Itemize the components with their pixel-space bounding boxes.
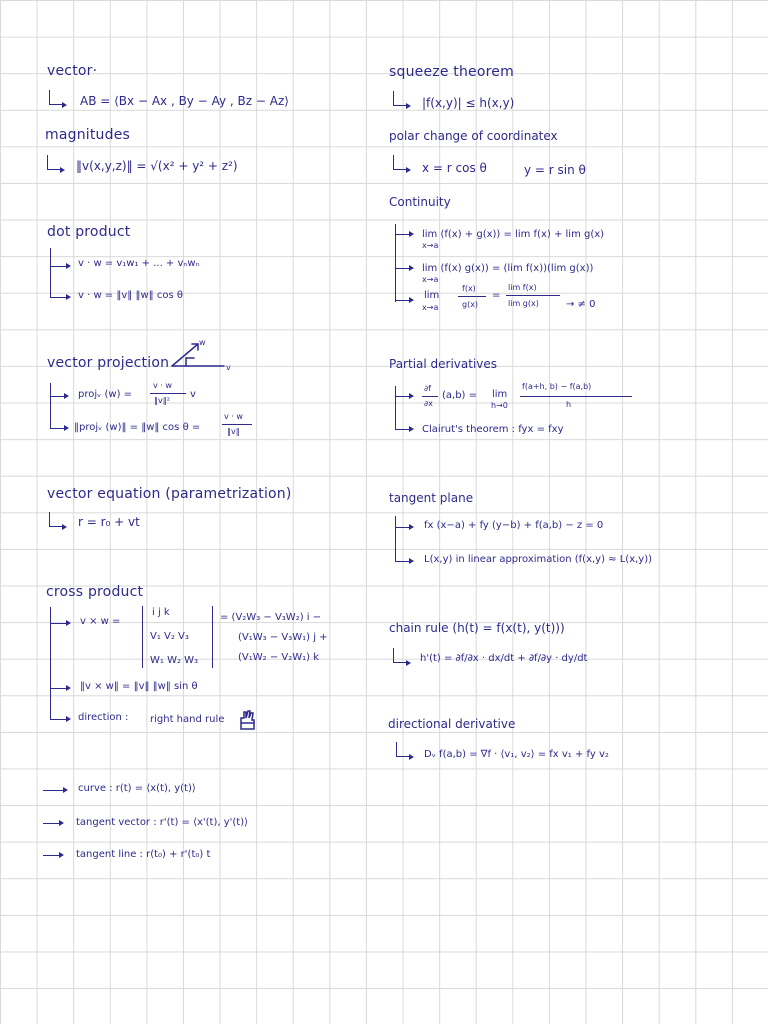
continuity-right-bar bbox=[506, 295, 560, 296]
arrow-dot-2 bbox=[50, 297, 66, 298]
arrow-tangent-line bbox=[43, 855, 59, 856]
continuity-right-num: lim f(x) bbox=[508, 283, 537, 292]
continuity-sub-3: x→a bbox=[422, 303, 439, 312]
continuity-quotient-num: f(x) bbox=[462, 284, 476, 293]
arrow-vector bbox=[49, 90, 62, 105]
arrow-tangent-vector bbox=[43, 823, 59, 824]
heading-tangent-plane: tangent plane bbox=[389, 491, 474, 505]
heading-continuity: Continuity bbox=[389, 195, 451, 209]
magnitude-formula: ‖v(x,y,z)‖ = √(x² + y² + z²) bbox=[76, 159, 238, 173]
arrow-cross-2 bbox=[50, 688, 66, 689]
proj-norm-den: ‖v‖ bbox=[227, 427, 240, 436]
cross-lhs: v × w = bbox=[80, 616, 121, 627]
arrow-cross-1 bbox=[50, 623, 66, 624]
tangent-line-definition: tangent line : r(t₀) + r'(t₀) t bbox=[76, 849, 211, 860]
continuity-equals: = bbox=[492, 290, 501, 301]
bracket-tangent-plane bbox=[395, 516, 396, 562]
polar-y: y = r sin θ bbox=[524, 163, 586, 177]
determinant-left-bar bbox=[142, 606, 143, 668]
proj-norm-lhs: ‖projᵥ (w)‖ = ‖w‖ cos θ = bbox=[74, 422, 201, 433]
partial-lhs: (a,b) = bbox=[442, 390, 478, 401]
partial-rhs-num: f(a+h, b) − f(a,b) bbox=[522, 382, 592, 391]
arrow-continuity-2 bbox=[395, 268, 409, 269]
arrow-magnitudes bbox=[47, 155, 60, 170]
partial-lim-sub: h→0 bbox=[491, 401, 508, 410]
heading-vector-projection: vector projection bbox=[47, 355, 170, 371]
proj-fraction-bar bbox=[150, 393, 186, 394]
cross-result-3: (V₁W₂ − V₂W₁) k bbox=[238, 652, 320, 663]
projection-v-label: v bbox=[226, 363, 231, 372]
heading-cross-product: cross product bbox=[46, 584, 144, 600]
arrow-continuity-1 bbox=[395, 234, 409, 235]
arrow-proj-1 bbox=[50, 396, 64, 397]
arrow-partial-1 bbox=[395, 396, 409, 397]
determinant-row-1: i j k bbox=[152, 607, 170, 618]
heading-directional-derivative: directional derivative bbox=[388, 717, 516, 731]
tangent-vector-definition: tangent vector : r'(t) = ⟨x'(t), y'(t)⟩ bbox=[76, 817, 249, 828]
determinant-row-2: V₁ V₂ V₃ bbox=[150, 631, 189, 642]
partial-df-bar bbox=[422, 396, 438, 397]
determinant-row-3: W₁ W₂ W₃ bbox=[150, 655, 199, 666]
heading-vector-equation: vector equation (parametrization) bbox=[47, 486, 292, 502]
arrow-continuity-3 bbox=[395, 300, 409, 301]
dot-product-cos: v · w = ‖v‖ ‖w‖ cos θ bbox=[78, 290, 183, 301]
vector-formula: AB = ⟨Bx − Ax , By − Ay , Bz − Az⟩ bbox=[80, 94, 289, 108]
hand-icon bbox=[238, 709, 256, 731]
arrow-cross-3 bbox=[50, 719, 66, 720]
proj-den: ‖v‖² bbox=[154, 396, 170, 405]
heading-polar: polar change of coordinatex bbox=[389, 129, 558, 143]
clairaut-theorem: Clairut's theorem : fyx = fxy bbox=[422, 424, 564, 435]
arrow-polar bbox=[393, 155, 406, 170]
continuity-quotient-lim: lim bbox=[424, 290, 440, 301]
heading-partial-derivatives: Partial derivatives bbox=[389, 357, 498, 371]
bracket-continuity bbox=[395, 224, 396, 302]
directional-derivative-formula: Dᵥ f(a,b) = ∇f · ⟨v₁, v₂⟩ = fx v₁ + fy v₂ bbox=[424, 749, 609, 760]
tangent-plane-equation: fx (x−a) + fy (y−b) + f(a,b) − z = 0 bbox=[424, 520, 604, 531]
arrow-vector-equation bbox=[49, 512, 62, 527]
bracket-projection bbox=[50, 383, 51, 429]
bracket-partial bbox=[395, 386, 396, 430]
continuity-quotient-bar bbox=[458, 296, 486, 297]
determinant-right-bar bbox=[212, 606, 213, 668]
cross-result-2: (V₁W₃ − V₃W₁) j + bbox=[238, 632, 328, 643]
heading-magnitudes: magnitudes bbox=[45, 127, 131, 143]
linear-approximation: L(x,y) in linear approximation (f(x,y) ≈ L(x,y)) bbox=[424, 554, 653, 565]
continuity-sub-2: x→a bbox=[422, 275, 439, 284]
partial-lim: lim bbox=[492, 389, 508, 400]
cross-direction-label: direction : bbox=[78, 712, 129, 723]
proj-num: v · w bbox=[153, 381, 172, 390]
partial-rhs-bar bbox=[520, 396, 632, 397]
arrow-squeeze bbox=[393, 91, 406, 106]
heading-dot-product: dot product bbox=[47, 224, 131, 240]
arrow-curve bbox=[43, 790, 63, 791]
cross-result-1: = (V₂W₃ − V₃W₂) i − bbox=[220, 612, 322, 623]
heading-vector: vector· bbox=[47, 63, 98, 79]
arrow-tangent-plane-1 bbox=[395, 527, 409, 528]
continuity-right-den: lim g(x) bbox=[508, 299, 539, 308]
arrow-partial-2 bbox=[395, 429, 409, 430]
continuity-sum: lim (f(x) + g(x)) = lim f(x) + lim g(x) bbox=[422, 229, 605, 240]
arrow-proj-2 bbox=[50, 428, 64, 429]
arrow-tangent-plane-2 bbox=[395, 561, 409, 562]
squeeze-formula: |f(x,y)| ≤ h(x,y) bbox=[422, 96, 515, 110]
cross-magnitude: ‖v × w‖ = ‖v‖ ‖w‖ sin θ bbox=[80, 681, 198, 692]
arrow-chain-rule bbox=[393, 648, 406, 663]
cross-direction-value: right hand rule bbox=[150, 714, 225, 725]
proj-lhs: projᵥ (w) = bbox=[78, 389, 133, 400]
proj-norm-fraction-bar bbox=[222, 424, 252, 425]
proj-norm-num: v · w bbox=[224, 412, 243, 421]
chain-rule-formula: h'(t) = ∂f/∂x · dx/dt + ∂f/∂y · dy/dt bbox=[420, 653, 588, 664]
partial-df: ∂f bbox=[424, 384, 431, 393]
heading-chain-rule: chain rule (h(t) = f(x(t), y(t))) bbox=[389, 621, 565, 635]
partial-dx: ∂x bbox=[424, 399, 433, 408]
projection-w-label: w bbox=[199, 338, 206, 347]
vector-equation-formula: r = r₀ + vt bbox=[78, 515, 140, 529]
continuity-product: lim (f(x) g(x)) = (lim f(x))(lim g(x)) bbox=[422, 263, 594, 274]
bracket-dot-product bbox=[50, 248, 51, 298]
continuity-nonzero-note: → ≠ 0 bbox=[566, 299, 596, 310]
proj-rhs: v bbox=[190, 389, 196, 400]
continuity-sub-1: x→a bbox=[422, 241, 439, 250]
arrow-dot-1 bbox=[50, 266, 66, 267]
dot-product-sum: v · w = v₁w₁ + ... + vₙwₙ bbox=[78, 258, 200, 269]
curve-definition: curve : r(t) = ⟨x(t), y(t)⟩ bbox=[78, 783, 196, 794]
partial-rhs-den: h bbox=[566, 400, 572, 409]
arrow-directional bbox=[396, 742, 409, 757]
heading-squeeze-theorem: squeeze theorem bbox=[389, 64, 514, 80]
continuity-quotient-den: g(x) bbox=[462, 300, 479, 309]
polar-x: x = r cos θ bbox=[422, 161, 487, 175]
